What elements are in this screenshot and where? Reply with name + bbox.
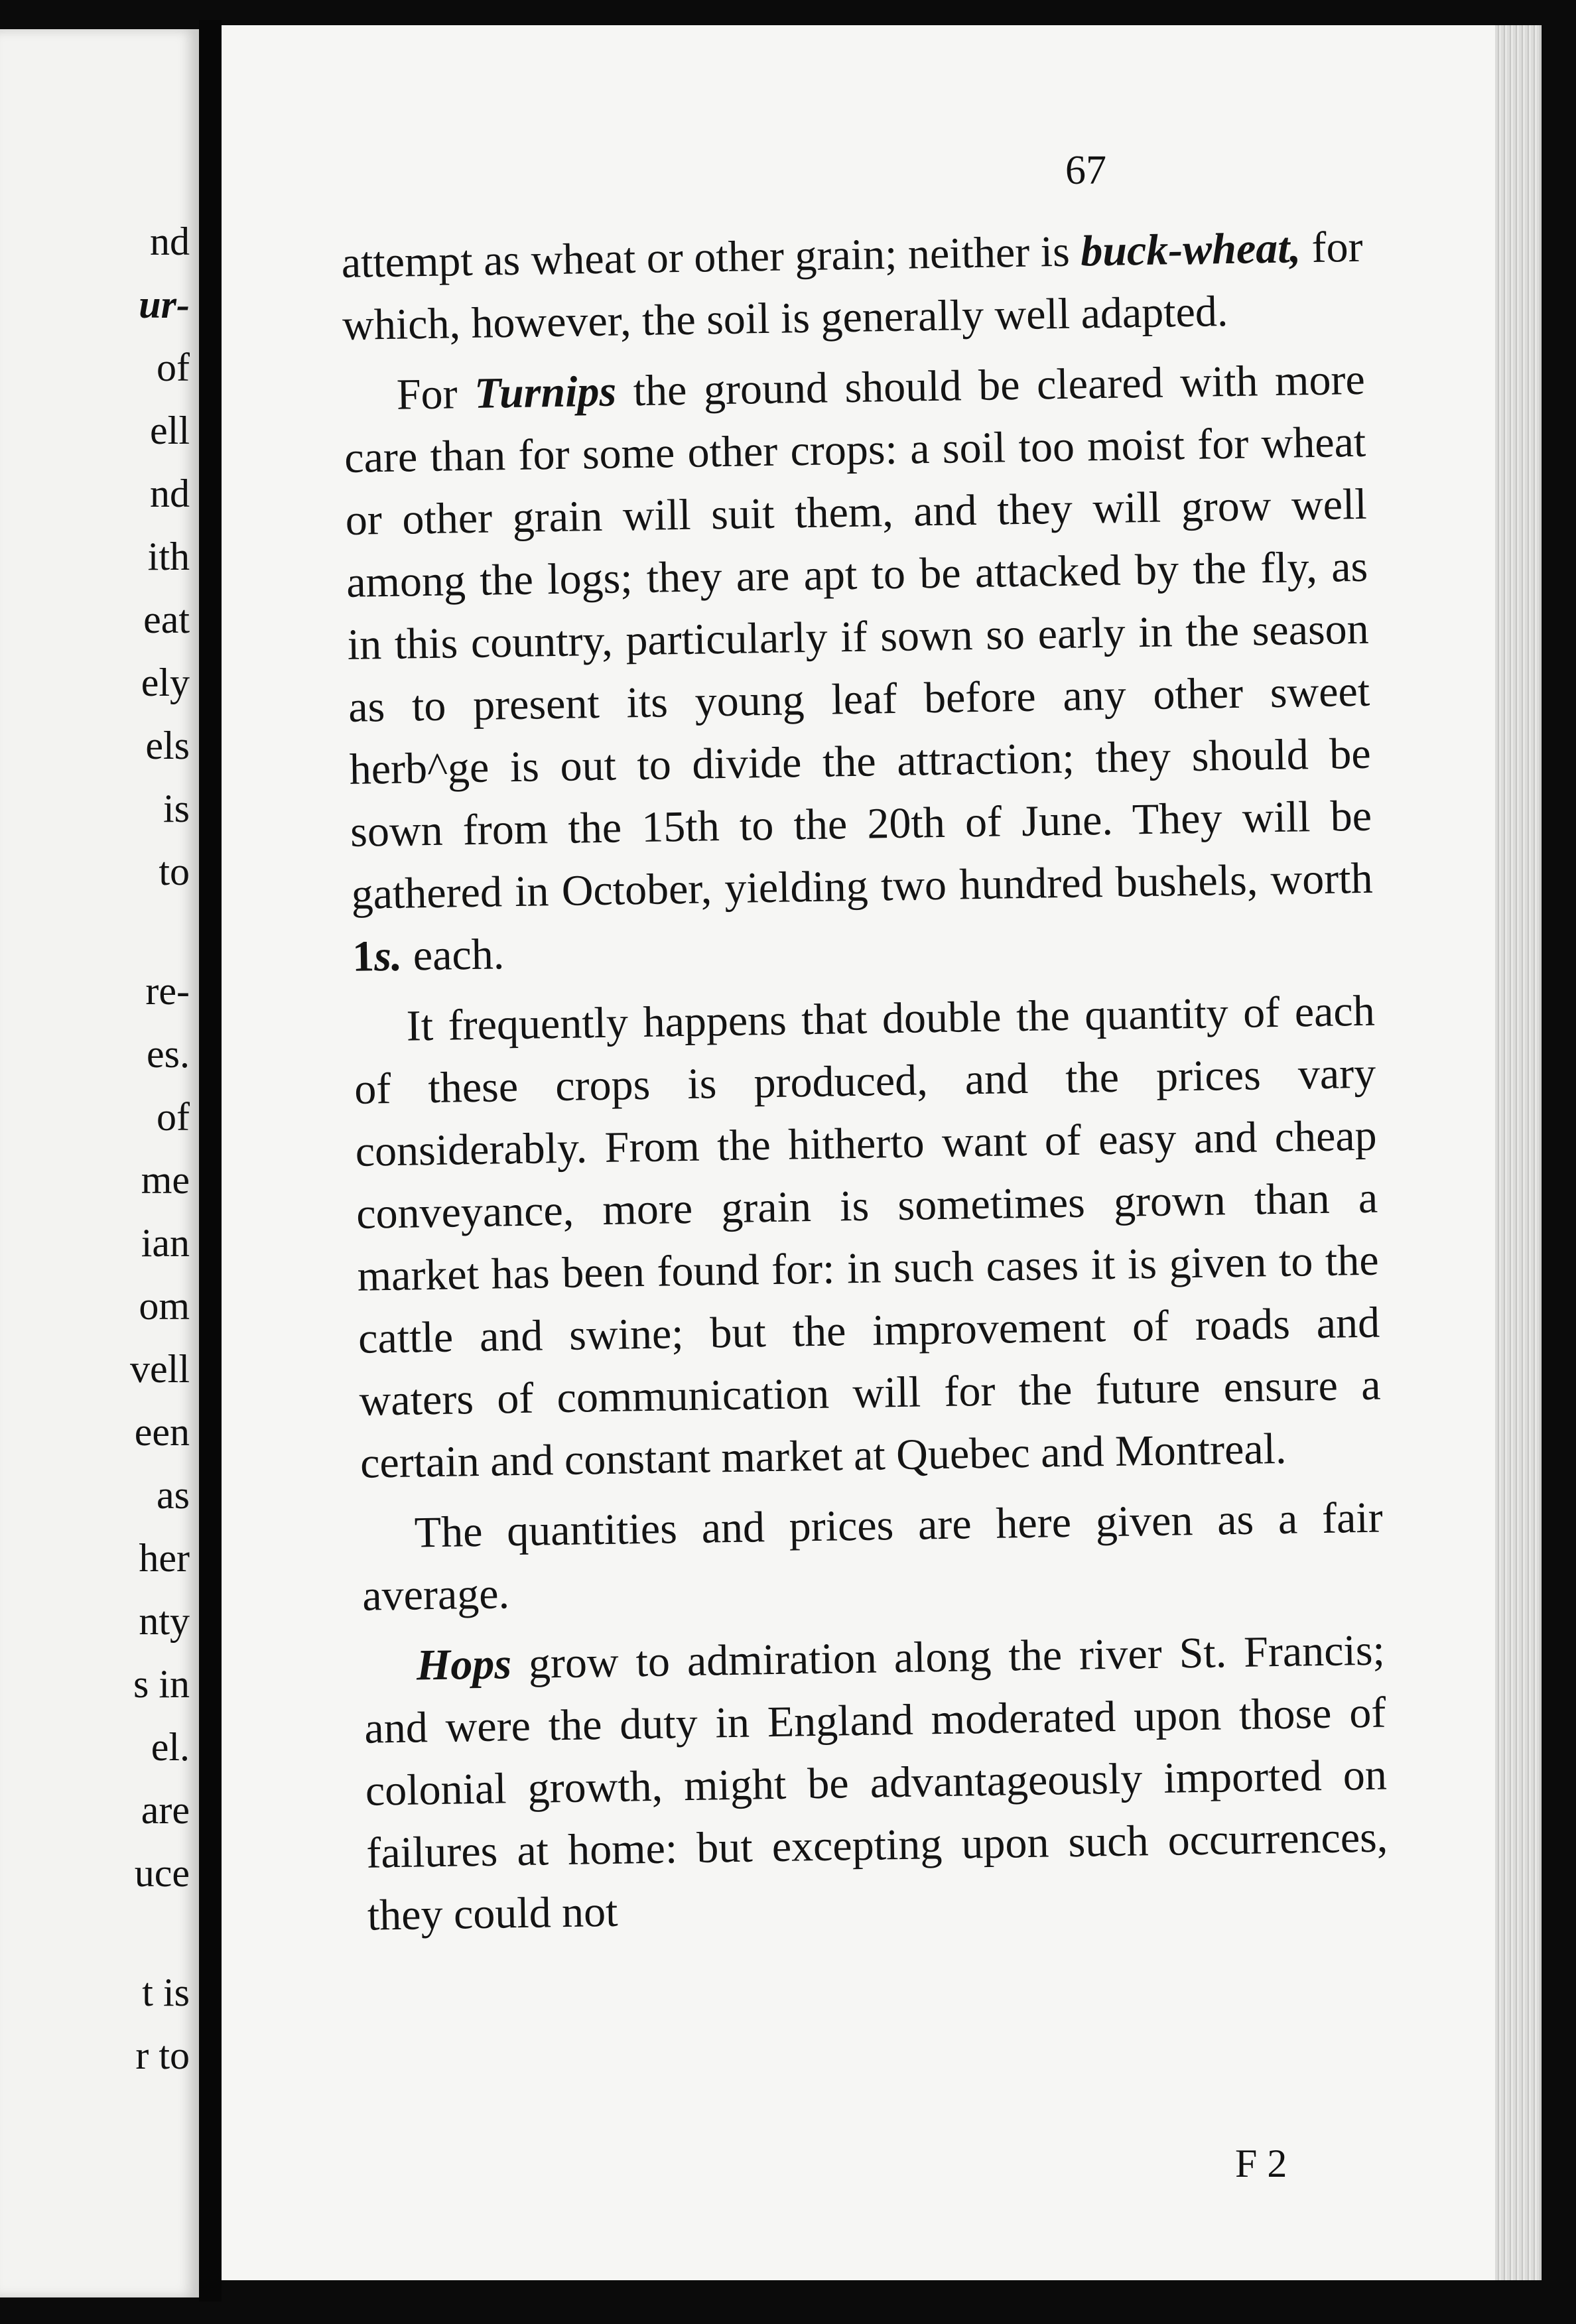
left-page-fragment: as bbox=[157, 1473, 190, 1517]
paragraph-2-price-figure: 1 bbox=[352, 932, 375, 981]
left-page-fragment: een bbox=[134, 1410, 190, 1454]
paragraph-1-italic-term: buck-wheat, bbox=[1080, 224, 1301, 276]
left-page-fragment: to bbox=[159, 850, 190, 893]
paragraph-2-text-a: For bbox=[396, 369, 475, 419]
left-page-fragment: eat bbox=[143, 598, 190, 641]
paragraph-1-text-b: for which, however, the soil is generally well adapted. bbox=[342, 222, 1364, 350]
left-page-fragment: s in bbox=[133, 1662, 190, 1706]
left-page-fragment: vell bbox=[130, 1347, 190, 1391]
right-page bbox=[222, 25, 1542, 2280]
left-page-fragment: re- bbox=[145, 969, 190, 1013]
paragraph-2-text-c: each. bbox=[401, 930, 505, 980]
left-page-fragment: me bbox=[141, 1158, 190, 1202]
paragraph-2-italic-term: Turnips bbox=[474, 367, 617, 418]
paragraph-1 bbox=[341, 216, 1364, 357]
left-page-fragment: om bbox=[139, 1284, 190, 1328]
paragraph-2-text-b: the ground should be cleared with more care than for some other crops: a soil too moist for wheat or other grain will suit them, and they will grow well among the logs; they are apt to be attacked by the fly, as in this country, particularly if sown so early in the season as to present its young leaf before any other sweet herb^ge is out to divide the attraction; they should be sown from the 15th to the 20th of June. They will be gathered in October, yielding two hundred bushels, worth bbox=[344, 355, 1374, 919]
paragraph-1-text-a: attempt as wheat or other grain; neither is bbox=[341, 227, 1081, 287]
left-page-fragment: her bbox=[139, 1536, 190, 1580]
body-text bbox=[341, 216, 1390, 1955]
left-page-fragment: ith bbox=[147, 535, 190, 578]
left-page bbox=[0, 29, 199, 2297]
paragraph-2-price-unit: s. bbox=[373, 931, 403, 981]
page-edge bbox=[1495, 25, 1542, 2280]
left-page-fragment: of bbox=[157, 1095, 190, 1139]
signature-mark: F 2 bbox=[1235, 2142, 1287, 2185]
left-page-fragment: of bbox=[157, 346, 190, 389]
paragraph-5-italic-term: Hops bbox=[416, 1640, 512, 1690]
left-page-fragment: nty bbox=[139, 1599, 190, 1643]
left-page-fragment: ell bbox=[150, 409, 190, 452]
left-page-fragment: ian bbox=[141, 1221, 190, 1265]
paragraph-2 bbox=[343, 349, 1374, 988]
left-page-fragment: is bbox=[163, 787, 190, 830]
left-page-fragment: nd bbox=[150, 220, 190, 263]
paragraph-5-text: grow to admiration along the river St. Francis; and were the duty in England moderated upon those of colonial growth, might be advantageously imported on failures at home: but excepting upon such occurrences, they could not bbox=[363, 1626, 1388, 1940]
left-page-fragment: ely bbox=[141, 661, 190, 704]
left-page-fragment: r to bbox=[135, 2033, 190, 2077]
left-page-fragment: uce bbox=[134, 1851, 190, 1895]
book-gutter bbox=[199, 20, 222, 2301]
paragraph-5 bbox=[363, 1620, 1389, 1947]
left-page-fragment: nd bbox=[150, 472, 190, 515]
left-page-fragment: t is bbox=[142, 1970, 190, 2014]
left-page-fragment: els bbox=[145, 724, 190, 767]
left-page-fragment: are bbox=[141, 1788, 190, 1832]
left-page-fragment: ur- bbox=[139, 283, 190, 326]
paragraph-3: It frequently happens that double the quantity of each of these crops is produced, and the prices vary considerably. From the hitherto want of easy and cheap conveyance, more grain is sometimes grown than a market has been found for: in such cases it is given to the cattle and swine; but the improvement of roads and waters of communication will for the future ensure a certain and constant market at Quebec and Montreal. bbox=[354, 986, 1382, 1488]
paragraph-4: The quantities and prices are here given as a fair average. bbox=[361, 1493, 1384, 1620]
left-page-fragment: es. bbox=[147, 1032, 190, 1076]
left-page-fragment: el. bbox=[151, 1725, 190, 1769]
page-number: 67 bbox=[1065, 148, 1106, 193]
